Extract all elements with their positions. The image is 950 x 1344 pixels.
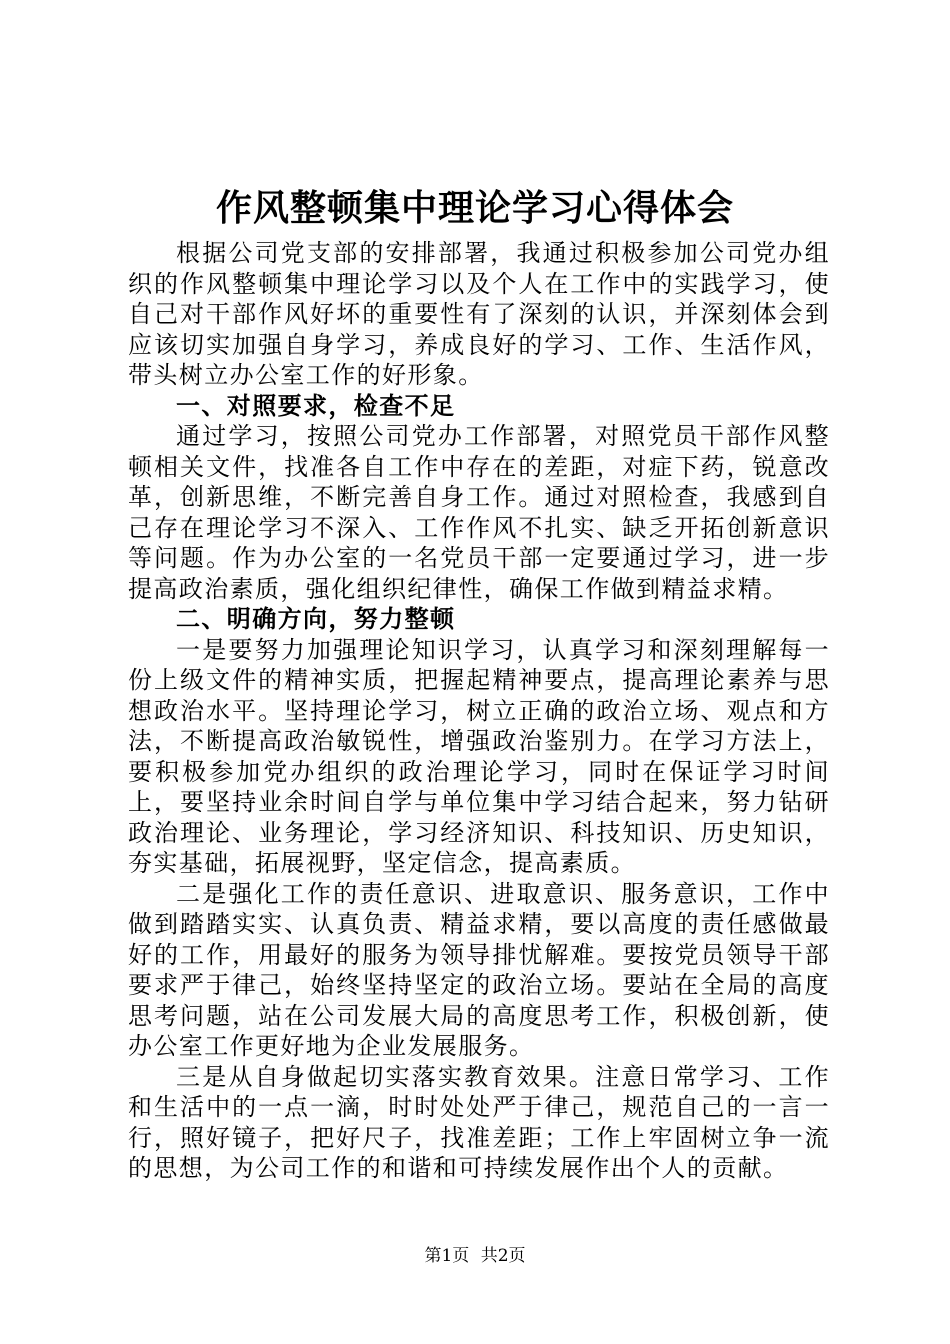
section-2-paragraph-1: 一是要努力加强理论知识学习，认真学习和深刻理解每一份上级文件的精神实质，把握起精神要点，提高理论素养与思想政治水平。坚持理论学习，树立正确的政治立场、观点和方法，不断提高政治敏锐性，增强政治鉴别力。在学习方法上，要积极参加党办组织的政治理论学习，同时在保证学习时间上，要坚持业余时间自学与单位集中学习结合起来，努力钻研政治理论、业务理论，学习经济知识、科技知识、历史知识，夯实基础，拓展视野，坚定信念，提高素质。: [128, 635, 830, 877]
page-number: 第1页: [424, 1246, 470, 1266]
section-2-paragraph-3: 三是从自身做起切实落实教育效果。注意日常学习、工作和生活中的一点一滴，时时处处严于律己，规范自己的一言一行，照好镜子，把好尺子，找准差距；工作上牢固树立争一流的思想，为公司工作的和谐和可持续发展作出个人的贡献。: [128, 1062, 830, 1182]
intro-paragraph: 根据公司党支部的安排部署，我通过积极参加公司党办组织的作风整顿集中理论学习以及个人在工作中的实践学习，使自己对干部作风好坏的重要性有了深刻的认识，并深刻体会到应该切实加强自身学习，养成良好的学习、工作、生活作风，带头树立办公室工作的好形象。: [128, 239, 830, 389]
page-total: 共2页: [480, 1246, 526, 1266]
page-footer: [0, 1244, 950, 1268]
section-heading-1: 一、对照要求，检查不足: [176, 390, 456, 420]
section-1-paragraph: 通过学习，按照公司党办工作部署，对照党员干部作风整顿相关文件，找准各自工作中存在的差距，对症下药，锐意改革，创新思维，不断完善自身工作。通过对照检查，我感到自己存在理论学习不深入、工作作风不扎实、缺乏开拓创新意识等问题。作为办公室的一名党员干部一定要通过学习，进一步提高政治素质，强化组织纪律性，确保工作做到精益求精。: [128, 422, 830, 603]
section-heading-2: 二、明确方向，努力整顿: [176, 604, 456, 633]
section-2-paragraph-2: 二是强化工作的责任意识、进取意识、服务意识，工作中做到踏踏实实、认真负责、精益求精，要以高度的责任感做最好的工作，用最好的服务为领导排忧解难。要按党员领导干部要求严于律己，始终坚持坚定的政治立场。要站在全局的高度思考问题，站在公司发展大局的高度思考工作，积极创新，使办公室工作更好地为企业发展服务。: [128, 879, 830, 1060]
document-body: [128, 238, 830, 1184]
document-title: 作风整顿集中理论学习心得体会: [215, 187, 734, 229]
